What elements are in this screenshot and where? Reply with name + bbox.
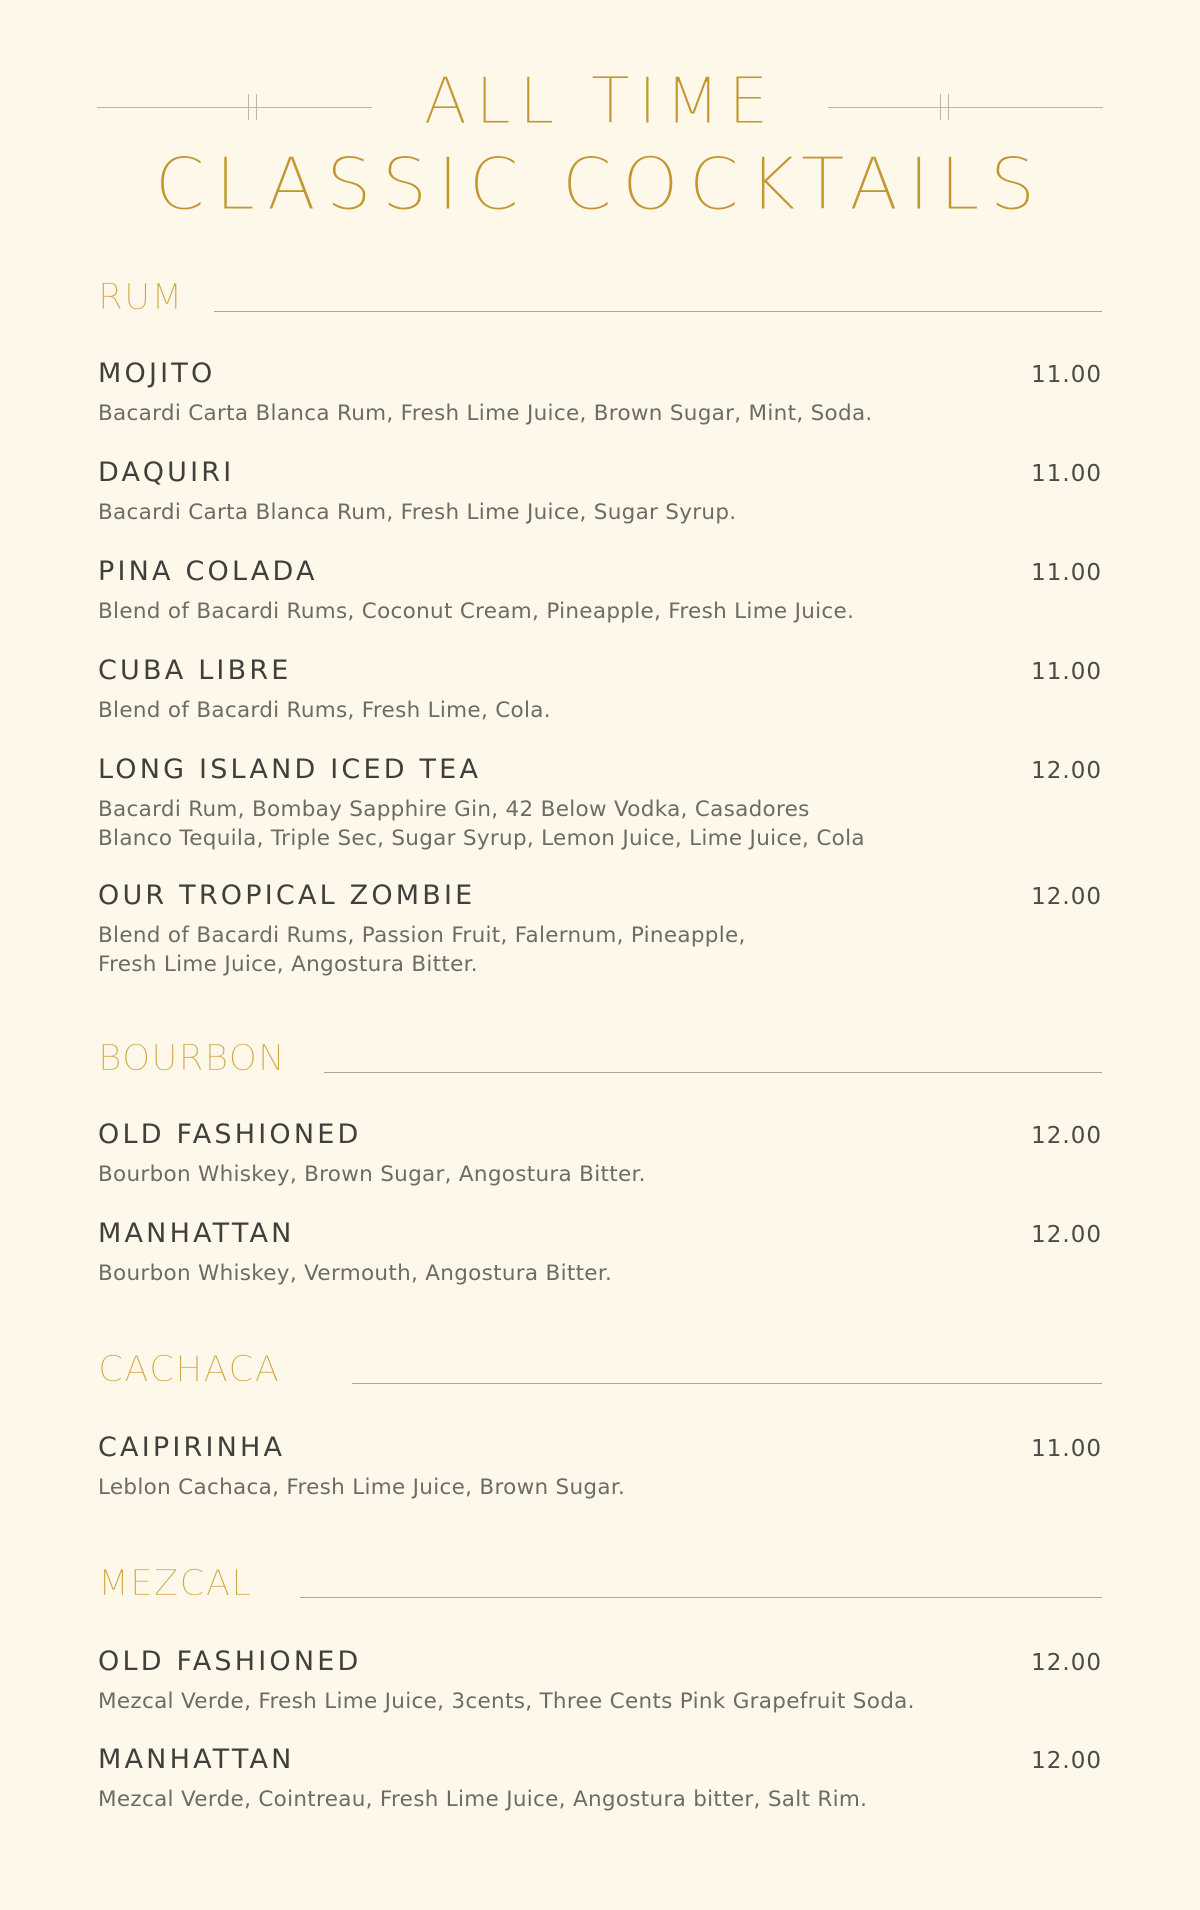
section-header-cachaca [98, 1348, 1102, 1388]
item-description: Blend of Bacardi Rums, Passion Fruit, Falernum, Pineapple, Fresh Lime Juice, Angostura Bitter. [98, 923, 746, 977]
section-rule [300, 1597, 1102, 1598]
section-title: RUM [98, 277, 184, 318]
item-description: Bourbon Whiskey, Brown Sugar, Angostura Bitter. [98, 1162, 646, 1187]
item-description: Blend of Bacardi Rums, Fresh Lime, Cola. [98, 698, 551, 723]
item-name: CUBA LIBRE [98, 655, 292, 686]
item-price: 12.00 [1031, 1123, 1102, 1149]
item-price: 11.00 [1031, 1436, 1102, 1462]
item-price: 12.00 [1031, 1650, 1102, 1676]
section-rule [352, 1383, 1102, 1384]
item-price: 11.00 [1031, 461, 1102, 487]
item-description: Bacardi Carta Blanca Rum, Fresh Lime Juice, Brown Sugar, Mint, Soda. [98, 401, 873, 426]
item-name: DAQUIRI [98, 457, 235, 488]
item-price: 12.00 [1031, 884, 1102, 910]
section-rule [324, 1072, 1102, 1073]
item-price: 11.00 [1031, 659, 1102, 685]
item-name: MANHATTAN [98, 1218, 295, 1249]
item-name: OLD FASHIONED [98, 1119, 362, 1150]
menu-title-line-2: CLASSIC COCKTAILS [154, 142, 1046, 226]
item-price: 12.00 [1031, 1748, 1102, 1774]
item-description: Mezcal Verde, Cointreau, Fresh Lime Juice, Angostura bitter, Salt Rim. [98, 1787, 868, 1812]
item-description: Blend of Bacardi Rums, Coconut Cream, Pineapple, Fresh Lime Juice. [98, 599, 855, 624]
item-name: OUR TROPICAL ZOMBIE [98, 880, 476, 911]
menu-title-line-1: ALL TIME [423, 65, 777, 139]
item-name: CAIPIRINHA [98, 1432, 286, 1463]
item-description: Mezcal Verde, Fresh Lime Juice, 3cents, Three Cents Pink Grapefruit Soda. [98, 1689, 915, 1714]
section-title: CACHACA [98, 1349, 281, 1390]
item-price: 11.00 [1031, 560, 1102, 586]
item-name: MANHATTAN [98, 1744, 295, 1775]
section-header-mezcal [98, 1562, 1102, 1602]
section-header-rum [98, 276, 1102, 316]
item-price: 12.00 [1031, 1222, 1102, 1248]
item-name: OLD FASHIONED [98, 1646, 362, 1677]
item-price: 12.00 [1031, 758, 1102, 784]
item-description: Bacardi Carta Blanca Rum, Fresh Lime Juice, Sugar Syrup. [98, 500, 737, 525]
item-price: 11.00 [1031, 362, 1102, 388]
section-title: BOURBON [98, 1038, 286, 1079]
item-description: Bacardi Rum, Bombay Sapphire Gin, 42 Below Vodka, Casadores Blanco Tequila, Triple Sec, Sugar Syrup, Lemon Juice, Lime Juice, Cola [98, 797, 865, 851]
item-description: Bourbon Whiskey, Vermouth, Angostura Bitter. [98, 1261, 613, 1286]
item-name: MOJITO [98, 358, 216, 389]
section-header-bourbon [98, 1037, 1102, 1077]
section-rule [214, 311, 1102, 312]
item-name: LONG ISLAND ICED TEA [98, 754, 482, 785]
item-description: Leblon Cachaca, Fresh Lime Juice, Brown Sugar. [98, 1475, 626, 1500]
item-name: PINA COLADA [98, 556, 318, 587]
section-title: MEZCAL [98, 1563, 253, 1604]
